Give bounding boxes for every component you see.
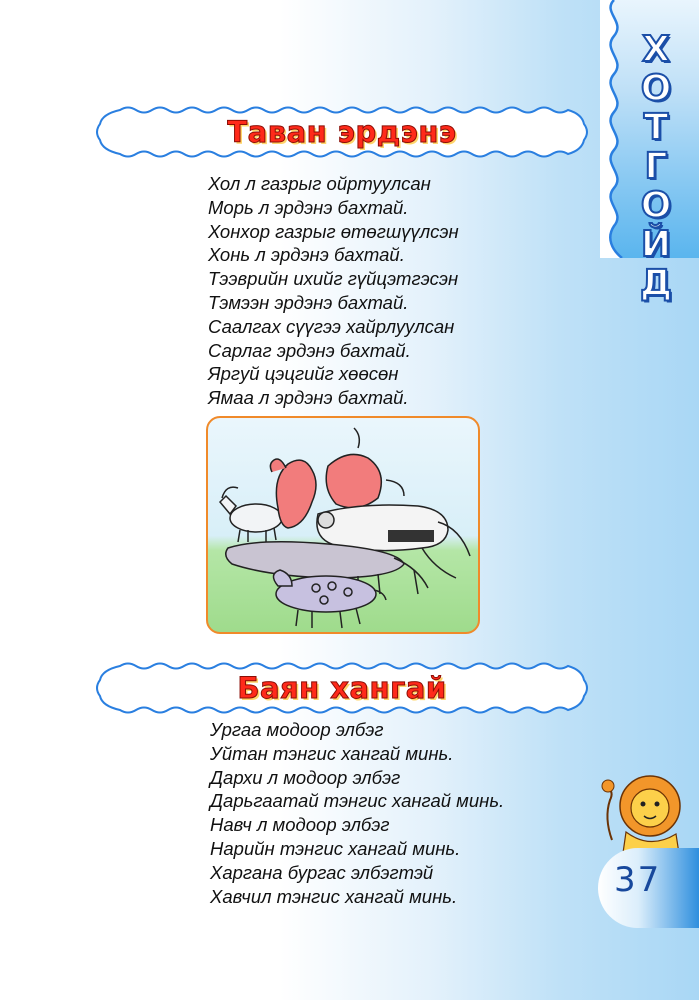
poem-line: Морь л эрдэнэ бахтай. xyxy=(208,196,409,218)
tab-letter: Д xyxy=(639,263,673,304)
tab-letter: О xyxy=(640,185,672,226)
poem-line: Навч л модоор элбэг xyxy=(210,814,390,836)
section-tab-title xyxy=(626,30,686,303)
poem-line: Нарийн тэнгис хангай минь. xyxy=(210,837,461,859)
poem-line: Ургаа модоор элбэг xyxy=(210,719,384,740)
tab-letter: Й xyxy=(640,224,672,265)
lion-icon xyxy=(592,770,692,860)
poem-line: Уйтан тэнгис хангай минь. xyxy=(210,742,454,764)
poem-line: Хонхор газрыг өтөгшүүлсэн xyxy=(208,220,459,242)
page-number: 37 xyxy=(614,860,662,900)
poem-line: Тээврийн ихийг гүйцэтгэсэн xyxy=(208,268,459,290)
poem-line: Дархи л модоор элбэг xyxy=(210,766,401,788)
poem-line: Харгана бургас элбэгтэй xyxy=(210,861,434,883)
five-animals-illustration xyxy=(208,418,480,634)
poem2-text xyxy=(210,718,504,908)
sheep-icon xyxy=(273,570,386,628)
poem-line: Хонь л эрдэнэ бахтай. xyxy=(208,244,405,266)
poem1-title-banner xyxy=(92,104,592,160)
tab-letter: Т xyxy=(643,107,669,148)
poem-line: Дарьгаатай тэнгис хангай минь. xyxy=(210,790,505,812)
poem-line: Хавчил тэнгис хангай минь. xyxy=(210,885,458,907)
tab-letter: Г xyxy=(644,146,668,187)
poem-line: Тэмээн эрдэнэ бахтай. xyxy=(208,291,409,313)
poem-line: Саалгах сүүгээ хайрлуулсан xyxy=(208,315,455,337)
tab-letter: Х xyxy=(642,29,670,70)
tab-letter: О xyxy=(640,68,672,109)
poem1-title: Таван эрдэнэ xyxy=(227,115,457,149)
poem-line: Сарлаг эрдэнэ бахтай. xyxy=(208,339,411,361)
poem-line: Ямаа л эрдэнэ бахтай. xyxy=(208,387,409,409)
goat-icon xyxy=(220,487,282,542)
animals-illustration xyxy=(206,416,480,634)
poem-line: Яргуй цэцгийг хөөсөн xyxy=(208,363,399,385)
poem2-title: Баян хангай xyxy=(237,671,447,705)
poem1-text xyxy=(208,172,459,410)
poem2-title-banner xyxy=(92,660,592,716)
poem-line: Хол л газрыг ойртуулсан xyxy=(208,173,431,194)
